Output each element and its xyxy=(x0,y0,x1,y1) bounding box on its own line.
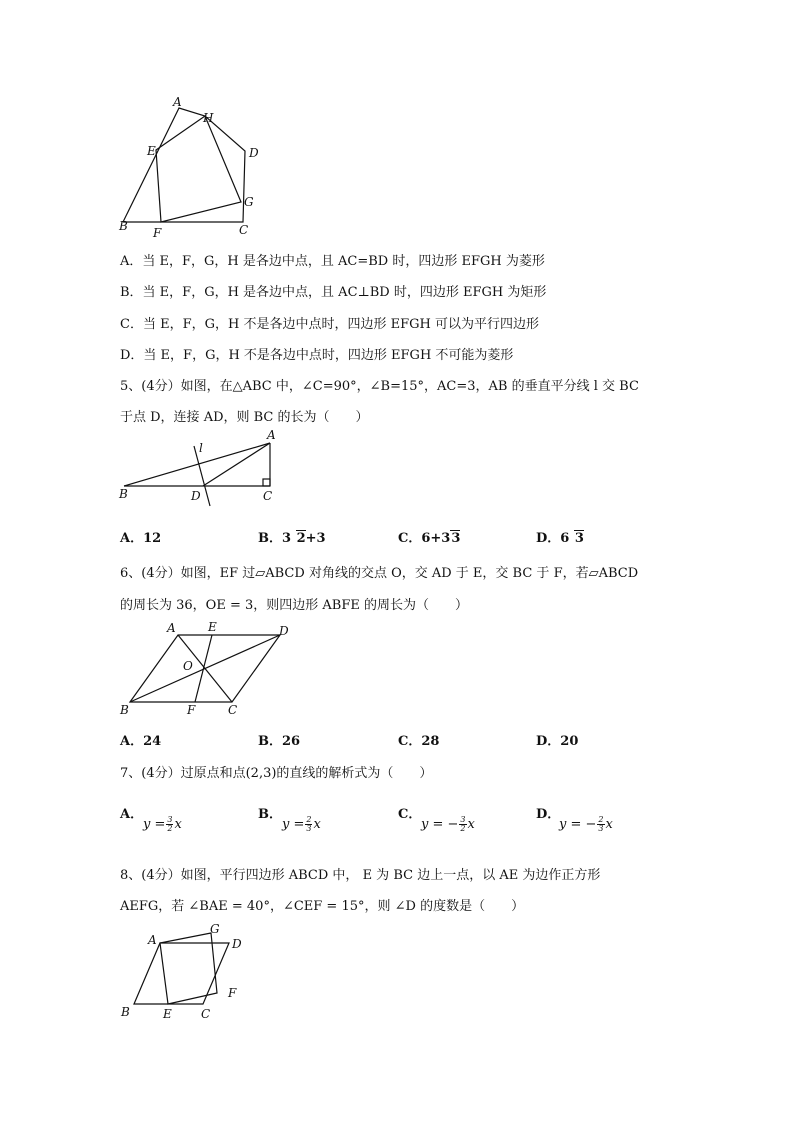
q5-stem-line1: 5、(4分）如图，在△ABC 中，∠C=90°，∠B=15°，AC=3，AB 的垂直平分线 l 交 BC xyxy=(120,379,639,394)
fig8-label-c: C xyxy=(201,1007,211,1021)
figure-quadrilateral-efgh xyxy=(115,92,265,240)
q8-stem-line1: 8、(4分）如图，平行四边形 ABCD 中， E 为 BC 边上一点，以 AE 为边作正方形 xyxy=(120,868,601,883)
fig6-label-f: F xyxy=(187,703,196,717)
fig8-label-d: D xyxy=(232,937,242,951)
q7-stem: 7、(4分）过原点和点(2,3)的直线的解析式为（ ） xyxy=(120,766,433,781)
fig4-label-a: A xyxy=(173,95,182,109)
q6-option-d: D．20 xyxy=(536,734,579,749)
figure-parallelogram-square xyxy=(115,920,255,1024)
fig4-label-c: C xyxy=(239,223,249,237)
q5-option-b: B．3 2+3 xyxy=(258,531,326,546)
q7-formula-a: y = $\frac{3}{2}$ x xyxy=(143,815,182,833)
q6-stem-line2: 的周长为 36，OE = 3，则四边形 ABFE 的周长为（ ） xyxy=(120,598,468,613)
q8-stem-line2: AEFG，若 ∠BAE = 40°，∠CEF = 15°，则 ∠D 的度数是（ ） xyxy=(120,899,525,914)
fig5-label-c: C xyxy=(263,489,273,503)
fig6-label-o: O xyxy=(183,659,193,673)
q7-option-c-label: C． xyxy=(398,807,422,822)
q6-option-b: B．26 xyxy=(258,734,301,749)
q4-option-d: D．当 E，F，G，H 不是各边中点时，四边形 EFGH 不可能为菱形 xyxy=(120,348,514,363)
figure-right-triangle xyxy=(115,428,285,510)
fig5-label-l: l xyxy=(199,441,203,455)
q5-option-c: C．6+33 xyxy=(398,531,461,546)
q7-option-b-label: B． xyxy=(258,807,282,822)
fig6-label-c: C xyxy=(228,703,238,717)
fig6-label-a: A xyxy=(167,621,176,635)
fig4-label-d: D xyxy=(249,146,259,160)
fig8-label-f: F xyxy=(228,986,237,1000)
q7-option-d-label: D． xyxy=(536,807,561,822)
fig5-label-b: B xyxy=(119,487,128,501)
q6-stem-line1: 6、(4分）如图，EF 过▱ABCD 对角线的交点 O，交 AD 于 E，交 BC 于 F，若▱ABCD xyxy=(120,566,639,581)
fig5-label-d: D xyxy=(191,489,201,503)
fig8-label-e: E xyxy=(163,1007,172,1021)
q6-option-a: A．24 xyxy=(120,734,162,749)
fig8-label-g: G xyxy=(210,922,220,936)
fig6-label-b: B xyxy=(120,703,129,717)
q5-option-d: D．6 3 xyxy=(536,531,584,546)
q7-formula-b: y = $\frac{2}{3}$ x xyxy=(282,815,321,833)
q5-option-a: A．12 xyxy=(120,531,162,546)
fig8-label-a: A xyxy=(148,933,157,947)
fig6-label-e: E xyxy=(208,620,217,634)
fig4-label-e: E xyxy=(147,144,156,158)
fig4-label-h: H xyxy=(203,111,214,125)
fig4-label-g: G xyxy=(244,195,254,209)
fig8-label-b: B xyxy=(121,1005,130,1019)
fig5-label-a: A xyxy=(267,428,276,442)
q7-formula-d: y = − $\frac{2}{3}$ x xyxy=(559,815,613,833)
fig6-label-d: D xyxy=(279,624,289,638)
fig4-label-f: F xyxy=(153,226,162,240)
q4-option-a: A．当 E，F，G，H 是各边中点，且 AC=BD 时，四边形 EFGH 为菱形 xyxy=(120,254,545,269)
q4-option-c: C．当 E，F，G，H 不是各边中点时，四边形 EFGH 可以为平行四边形 xyxy=(120,317,539,332)
figure-parallelogram-abcd xyxy=(115,618,295,718)
q7-option-a-label: A． xyxy=(120,807,144,822)
q4-option-b: B．当 E，F，G，H 是各边中点，且 AC⊥BD 时，四边形 EFGH 为矩形 xyxy=(120,285,547,300)
q5-stem-line2: 于点 D，连接 AD，则 BC 的长为（ ） xyxy=(120,410,369,425)
q7-formula-c: y = − $\frac{3}{2}$ x xyxy=(421,815,475,833)
q6-option-c: C．28 xyxy=(398,734,440,749)
fig4-label-b: B xyxy=(119,219,128,233)
